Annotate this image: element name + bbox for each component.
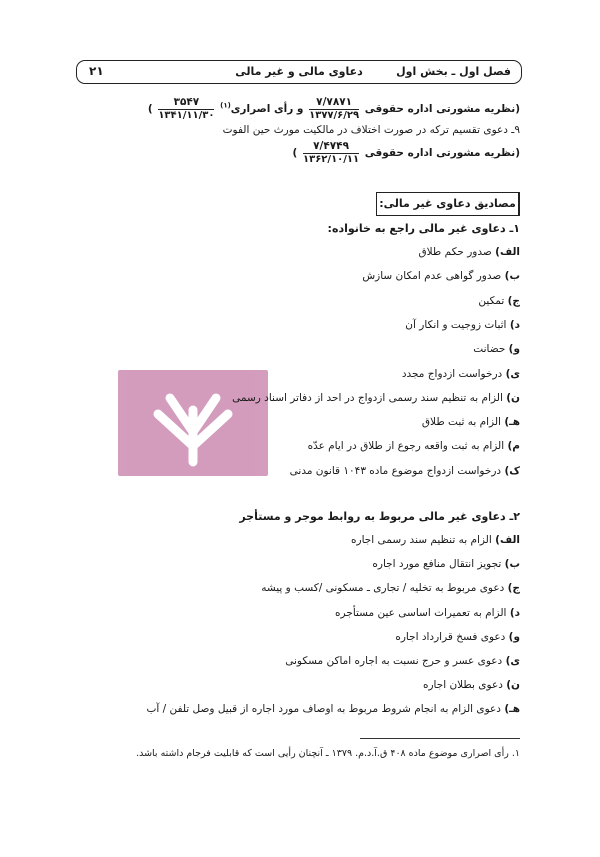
list-item [395,631,520,643]
list-item-key: د) [509,318,520,331]
boxed-section-title: مصادیق دعاوی غیر مالی: [376,192,520,216]
list-item-9: ۹ـ دعوی تقسیم ترکه در صورت اختلاف در مالکیت مورث حین الفوت [222,124,520,136]
footnote-marker: (۱) [220,101,231,110]
list-item-text: الزام به ثبت واقعه رجوع از طلاق در ایام عدّه [307,440,505,453]
list-item-text: دعوی بطلان اجاره [422,679,503,692]
header-title: دعاوی مالی و غیر مالی [235,65,363,78]
list-item [362,270,520,282]
list-item-key: م) [507,440,520,453]
list-item-text: دعوی الزام به انجام شروط مربوط به اوصاف مورد اجاره از قبیل وصل تلفن / آب [146,703,501,716]
page-number: ۲۱ [89,64,104,78]
citation-text: ) [292,147,298,159]
list-item-key: هـ) [504,703,520,716]
list-item [335,607,520,619]
citation-line-2 [293,140,520,166]
fraction-numerator: ۳۵۴۷ [158,96,214,110]
list-item-text: دعوی فسخ قرارداد اجاره [395,630,506,643]
citation-text: (نظریه مشورتی اداره حقوقی [364,147,520,159]
citation-text: ) [147,103,153,115]
list-item-text: الزام به تنظیم سند رسمی اجاره [351,534,492,546]
list-item-text: تجویز انتقال منافع مورد اجاره [372,558,502,571]
list-item-text: الزام به ثبت طلاق [421,416,501,429]
fraction-denominator: ۱۳۶۲/۱۰/۱۱ [303,154,360,165]
list-item-key: الف) [495,246,520,258]
list-item-text: الزام به تعمیرات اساسی عین مستأجره [335,606,507,619]
list-item-text: دعوی عسر و حرج نسبت به اجاره اماکن مسکونی [285,655,503,667]
list-item-key: ب) [504,558,520,571]
list-item [308,440,520,452]
list-item-key: ج) [507,582,520,595]
list-item [232,392,520,404]
footnote: ۱. رأی اصراری موضوع ماده ۴۰۸ ق.آ.د.م. ۱۳۷۹ ـ آنچنان رأیی است که قابلیت فرجام داشته باشد. [136,748,520,759]
list-item-key: ن) [506,679,520,692]
running-header [76,60,522,84]
list-item-text: تمکین [478,294,505,307]
list-item-key: ی) [505,655,520,667]
list-item-key: د) [509,606,520,619]
list-item [351,534,520,546]
citation-line-1 [148,96,520,122]
list-item-text: صدور گواهی عدم امکان سازش [362,270,502,283]
list-item [372,558,520,570]
list-item [285,655,520,667]
list-item-text: دعوی مربوط به تخلیه / تجاری ـ مسکونی /کسب و پیشه [261,582,505,595]
section-heading-family: ۱ـ دعاوی غیر مالی راجع به خانواده: [327,222,520,235]
citation-text: و رأی اصراری [230,103,304,115]
list-item-key: ک) [504,464,520,477]
footnote-divider [360,738,520,739]
fraction-numerator: ۷/۴۷۴۹ [303,140,359,154]
citation-text: (نظریه مشورتی اداره حقوقی [364,103,520,115]
list-item [290,465,520,477]
fraction-numerator: ۷/۷۸۷۱ [309,96,359,110]
fraction-denominator: ۱۳۴۱/۱۱/۳۰ [158,110,215,121]
list-item-text: صدور حکم طلاق [418,246,492,258]
fraction [309,96,359,122]
list-item-key: و) [508,343,520,356]
fraction-denominator: ۱۳۷۷/۶/۲۹ [309,110,360,121]
list-item-key: ی) [505,367,520,380]
list-item-text: اثبات زوجیت و انکار آن [405,318,507,331]
list-item [423,679,520,691]
list-item [147,703,521,715]
list-item-key: ج) [507,294,520,307]
fraction [303,140,359,166]
list-item [419,246,521,258]
list-item-key: ب) [504,270,520,283]
list-item [405,319,520,331]
list-item-key: و) [508,630,520,643]
watermark-logo [118,370,268,476]
list-item-key: هـ) [504,416,520,429]
list-item-text: درخواست ازدواج مجدد [401,367,503,380]
list-item [402,368,520,380]
list-item-text: درخواست ازدواج موضوع ماده ۱۰۴۳ قانون مدنی [289,464,502,477]
list-item-text: حضانت [473,343,506,356]
list-item-key: ن) [506,391,520,404]
list-item [261,582,520,594]
list-item-key: الف) [495,534,520,546]
list-item-text: الزام به تنظیم سند رسمی ازدواج در احد از دفاتر اسناد رسمی [232,391,503,404]
section-heading-lease: ۲ـ دعاوی غیر مالی مربوط به روابط موجر و مستأجر [239,510,520,523]
list-item [478,295,520,307]
header-section: فصل اول ـ بخش اول [396,65,511,78]
list-item [473,343,520,355]
list-item [422,416,520,428]
fraction [158,96,214,122]
